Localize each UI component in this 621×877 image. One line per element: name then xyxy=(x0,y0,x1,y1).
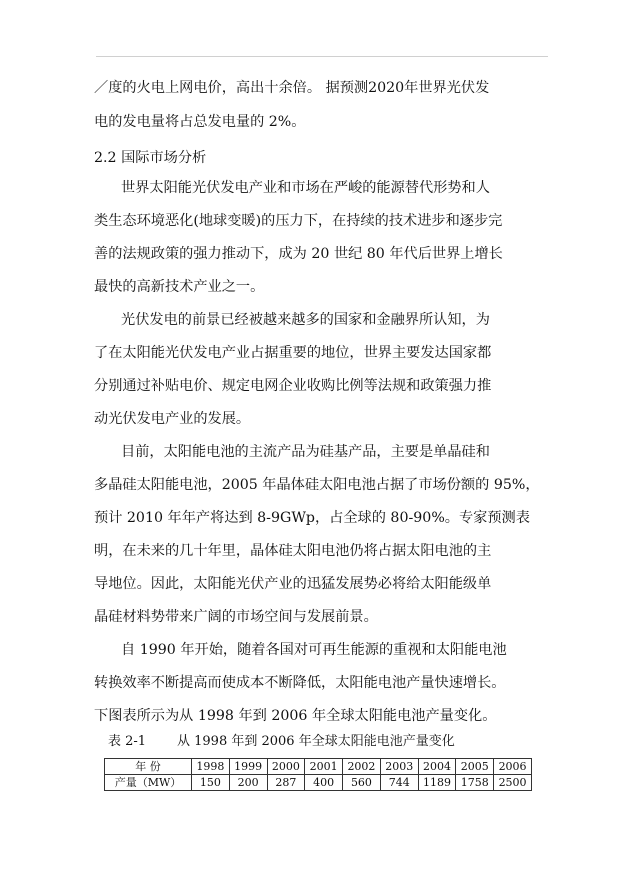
output-cell: 150 xyxy=(192,775,230,791)
text-line: 目前，太阳能电池的主流产品为硅基产品，主要是单晶硅和 xyxy=(121,444,490,460)
text-line: 光伏发电的前景已经被越来越多的国家和金融界所认知，为 xyxy=(121,312,490,328)
table-caption: 从 1998 年到 2006 年全球太阳能电池产量变化 xyxy=(177,734,455,749)
output-cell: 1758 xyxy=(456,775,494,791)
output-cell: 2500 xyxy=(494,775,532,791)
text-line: 了在太阳能光伏发电产业占据重要的地位，世界主要发达国家都 xyxy=(94,345,492,361)
row-header-output: 产量（MW） xyxy=(105,775,192,791)
text-line: 晶硅材料势带来广阔的市场空间与发展前景。 xyxy=(94,609,378,625)
text-line: 下图表所示为从 1998 年到 2006 年全球太阳能电池产量变化。 xyxy=(94,708,497,724)
text-line: 最快的高新技术产业之一。 xyxy=(94,279,265,295)
output-cell: 560 xyxy=(343,775,381,791)
text-line: 自 1990 年开始，随着各国对可再生能源的重视和太阳能电池 xyxy=(121,642,507,658)
output-cell: 1189 xyxy=(418,775,456,791)
text-line: 转换效率不断提高而使成本不断降低，太阳能电池产量快速增长。 xyxy=(94,675,506,691)
text-line: 电的发电量将占总发电量的 2%。 xyxy=(94,114,306,130)
production-table xyxy=(104,758,532,791)
year-cell: 2005 xyxy=(456,759,494,775)
year-cell: 2004 xyxy=(418,759,456,775)
header-rule xyxy=(96,56,548,57)
table-label: 表 2-1 xyxy=(108,734,147,749)
year-cell: 2006 xyxy=(494,759,532,775)
section-heading: 2.2 国际市场分析 xyxy=(94,150,207,166)
text-line: 类生态环境恶化(地球变暖)的压力下，在持续的技术进步和逐步完 xyxy=(94,213,503,229)
text-line: 明，在未来的几十年里，晶体硅太阳电池仍将占据太阳电池的主 xyxy=(94,543,492,559)
text-line: 导地位。因此，太阳能光伏产业的迅猛发展势必将给太阳能级单 xyxy=(94,576,492,592)
year-cell: 2002 xyxy=(343,759,381,775)
output-cell: 744 xyxy=(380,775,418,791)
year-cell: 2003 xyxy=(380,759,418,775)
table-row-output xyxy=(105,775,532,791)
year-cell: 1999 xyxy=(229,759,267,775)
year-cell: 2000 xyxy=(267,759,305,775)
text-line: 动光伏发电产业的发展。 xyxy=(94,411,251,427)
table-row-years xyxy=(105,759,532,775)
row-header-year: 年 份 xyxy=(105,759,192,775)
output-cell: 200 xyxy=(229,775,267,791)
text-line: 世界太阳能光伏发电产业和市场在严峻的能源替代形势和人 xyxy=(121,180,490,196)
text-line: 善的法规政策的强力推动下，成为 20 世纪 80 年代后世界上增长 xyxy=(94,246,503,262)
year-cell: 2001 xyxy=(305,759,343,775)
text-line: 预计 2010 年年产将达到 8-9GWp，占全球的 80-90%。专家预测表 xyxy=(94,510,530,526)
text-line: ／度的火电上网电价，高出十余倍。 据预测2020年世界光伏发 xyxy=(94,80,490,96)
output-cell: 287 xyxy=(267,775,305,791)
text-line: 多晶硅太阳能电池，2005 年晶体硅太阳电池占据了市场份额的 95%， xyxy=(94,477,540,493)
output-cell: 400 xyxy=(305,775,343,791)
year-cell: 1998 xyxy=(192,759,230,775)
text-line: 分别通过补贴电价、规定电网企业收购比例等法规和政策强力推 xyxy=(94,378,492,394)
